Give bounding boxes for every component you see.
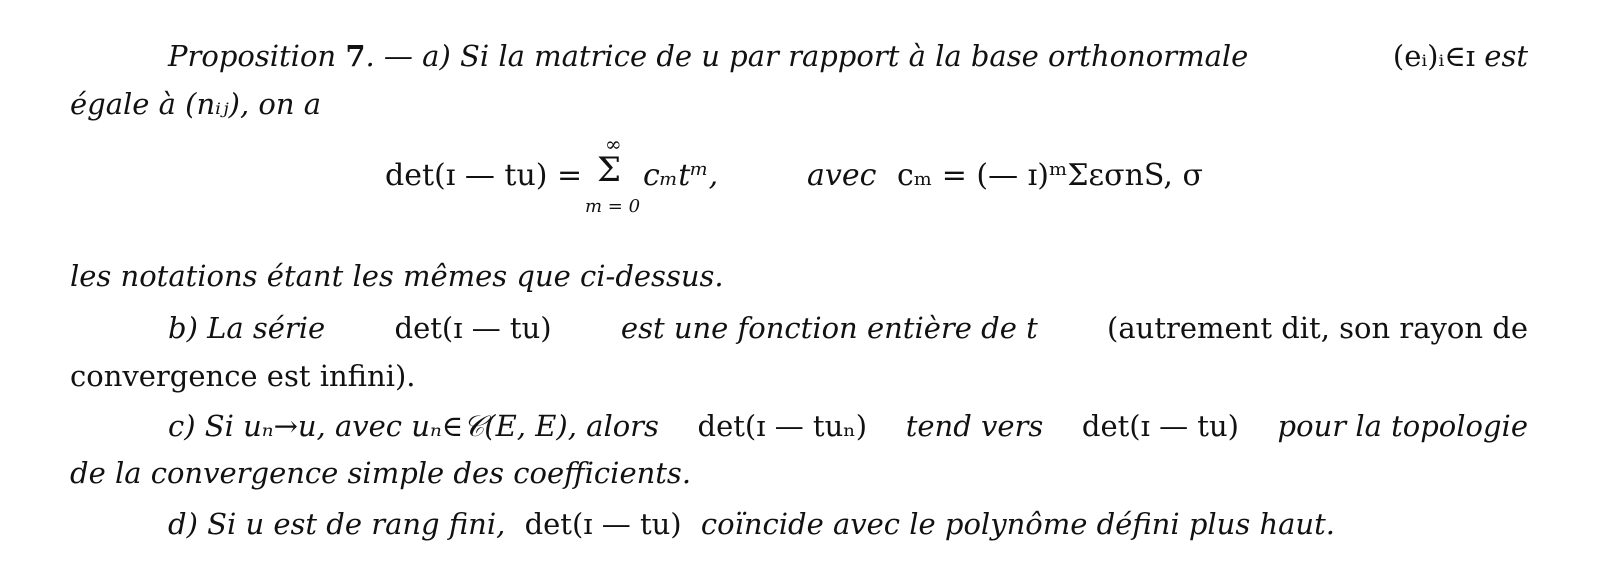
line-8-det: det(ɪ — tu) [524,507,682,541]
sum-upper-limit: ∞ [605,132,622,156]
sum-symbol: Σ [597,150,622,190]
paragraph-line-6 [168,408,1528,444]
proposition-text: . — a) Si la matrice de u par rapport à la base orthonormale [365,39,1249,73]
formula-avec: avec [807,158,877,193]
proposition-line-2: égale à (nᵢⱼ), on a [70,87,322,121]
paragraph-line-8 [168,506,1335,542]
line-6-part-a: c) Si uₙ→u, avec uₙ∈𝒞(E, E), alors [168,409,659,443]
paragraph-line-7: de la convergence simple des coefficients. [70,456,692,490]
paragraph-line-3: les notations étant les mêmes que ci-dessus. [70,259,724,293]
line-8-part-b: coïncide avec le polynôme défini plus haut. [700,507,1335,541]
formula-rhs: cₘ = (— ɪ)ᵐΣεσnS, σ [897,158,1203,193]
line-6-part-b: tend vers [905,409,1044,443]
formula-term: cₘtᵐ, [643,158,719,193]
paragraph-line-5: convergence est infini). [70,359,416,393]
line-4-italic: b) La série [168,311,326,345]
line-6-part-c: pour la topologie [1277,409,1528,443]
paragraph-line-4 [168,310,1528,346]
proposition-line-1 [168,38,1528,74]
line-6-det-1: det(ɪ — tuₙ) [697,409,868,443]
proposition-number: 7 [345,39,366,73]
formula-lhs: det(ɪ — tu) = [385,158,583,193]
summation [585,132,645,220]
line-8-part-a: d) Si u est de rang fini, [168,507,506,541]
line-1-end: est [1484,39,1528,73]
proposition-title: Proposition [168,39,337,73]
basis-notation: (eᵢ)ᵢ∈ɪ [1392,39,1476,73]
line-4-italic-2: est une fonction entière de t [620,311,1038,345]
line-4-roman: (autrement dit, son rayon de [1107,311,1528,345]
sum-lower-limit: m = 0 [585,196,641,217]
line-6-det-2: det(ɪ — tu) [1081,409,1239,443]
line-4-det: det(ɪ — tu) [394,311,552,345]
